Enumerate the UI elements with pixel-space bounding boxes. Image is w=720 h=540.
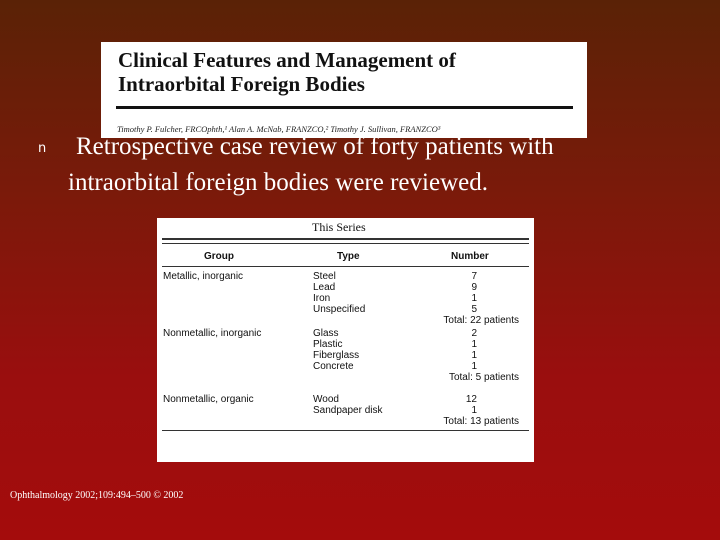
group-label: Metallic, inorganic (163, 271, 244, 282)
type-cell: Iron (313, 293, 331, 304)
number-cell: 12 (465, 394, 477, 405)
number-cell: 1 (471, 293, 477, 304)
number-cell: 1 (471, 405, 477, 416)
article-title (118, 48, 456, 96)
article-title-line-2: Intraorbital Foreign Bodies (118, 72, 365, 96)
article-authors: Timothy P. Fulcher, FRCOphth,¹ Alan A. McNab, FRANZCO,² Timothy J. Sullivan, FRANZCO³ (117, 124, 441, 134)
title-divider (116, 106, 573, 109)
table-top-rule-2 (162, 243, 529, 244)
group-total: Total: 22 patients (443, 315, 519, 326)
type-cell: Fiberglass (313, 350, 360, 361)
number-cell: 7 (471, 271, 477, 282)
article-header-image (101, 42, 587, 138)
type-cell: Glass (313, 328, 339, 339)
type-cell: Wood (313, 394, 339, 405)
bullet-text-line-1: Retrospective case review of forty patients with (76, 133, 554, 160)
type-cell: Steel (313, 271, 336, 282)
type-cell: Concrete (313, 361, 354, 372)
number-cell: 1 (471, 350, 477, 361)
column-header-type: Type (337, 251, 360, 262)
table-title: This Series (312, 220, 366, 234)
table-top-rule (162, 238, 529, 240)
group-label: Nonmetallic, organic (163, 394, 254, 405)
number-cell: 2 (471, 328, 477, 339)
number-cell: 1 (471, 361, 477, 372)
foreign-body-table (157, 218, 534, 462)
type-cell: Plastic (313, 339, 343, 350)
group-total: Total: 5 patients (448, 372, 519, 383)
header-bottom-rule (162, 266, 529, 267)
bullet-marker-icon: n (38, 141, 47, 156)
table-bottom-rule (162, 430, 529, 431)
citation: Ophthalmology 2002;109:494–500 © 2002 (10, 490, 184, 501)
number-cell: 9 (471, 282, 477, 293)
article-title-line-1: Clinical Features and Management of (118, 48, 456, 72)
type-cell: Unspecified (313, 304, 366, 315)
bullet-text-line-2: intraorbital foreign bodies were reviewed. (68, 169, 488, 196)
column-header-group: Group (204, 251, 234, 262)
group-total: Total: 13 patients (443, 416, 519, 427)
number-cell: 5 (471, 304, 477, 315)
type-cell: Sandpaper disk (313, 405, 383, 416)
group-label: Nonmetallic, inorganic (163, 328, 262, 339)
type-cell: Lead (313, 282, 336, 293)
column-header-number: Number (451, 251, 489, 262)
number-cell: 1 (471, 339, 477, 350)
